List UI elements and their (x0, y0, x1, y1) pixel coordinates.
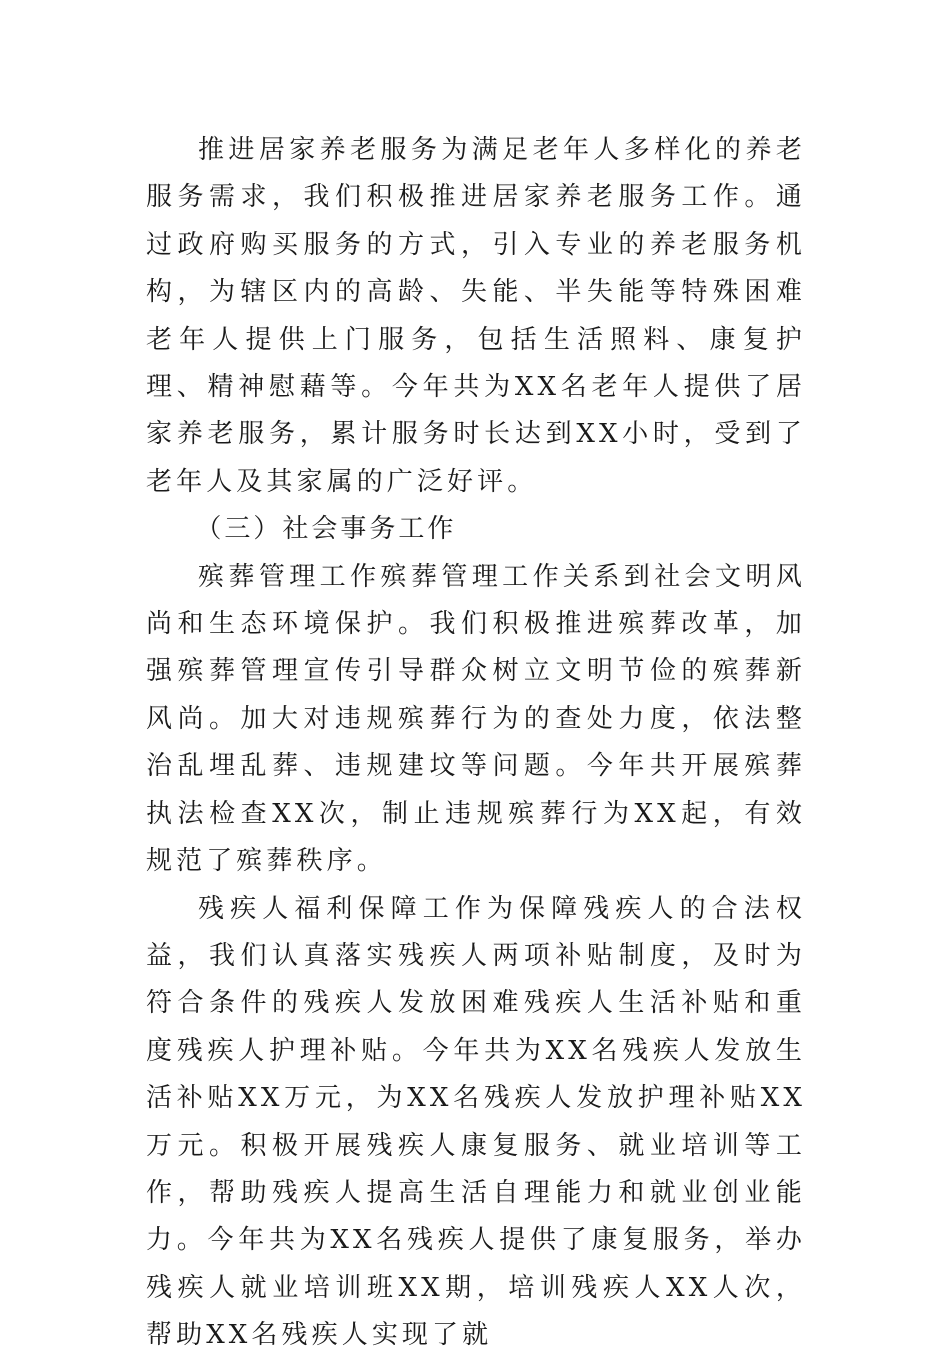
paragraph-funeral-management: 殡葬管理工作殡葬管理工作关系到社会文明风尚和生态环境保护。我们积极推进殡葬改革，加强殡葬管理宣传引导群众树立文明节俭的殡葬新风尚。加大对违规殡葬行为的查处力度，依法整治乱埋乱葬、违规建坟等问题。今年共开展殡葬执法检查XX次，制止违规殡葬行为XX起，有效规范了殡葬秩序。 (146, 561, 806, 877)
paragraph-disability-welfare: 残疾人福利保障工作为保障残疾人的合法权益，我们认真落实残疾人两项补贴制度，及时为符合条件的残疾人发放困难残疾人生活补贴和重度残疾人护理补贴。今年共为XX名残疾人发放生活补贴XX万元，为XX名残疾人发放护理补贴XX万元。积极开展残疾人康复服务、就业培训等工作，帮助残疾人提高生活自理能力和就业创业能力。今年共为XX名残疾人提供了康复服务，举办残疾人就业培训班XX期，培训残疾人XX人次，帮助XX名残疾人实现了就 (146, 893, 806, 1351)
paragraph-home-elderly-care: 推进居家养老服务为满足老年人多样化的养老服务需求，我们积极推进居家养老服务工作。通过政府购买服务的方式，引入专业的养老服务机构，为辖区内的高龄、失能、半失能等特殊困难老年人提供上门服务，包括生活照料、康复护理、精神慰藉等。今年共为XX名老年人提供了居家养老服务，累计服务时长达到XX小时，受到了老年人及其家属的广泛好评。 (146, 135, 806, 497)
document-body (146, 127, 806, 1360)
section-heading-social-affairs: （三）社会事务工作 (195, 514, 457, 545)
